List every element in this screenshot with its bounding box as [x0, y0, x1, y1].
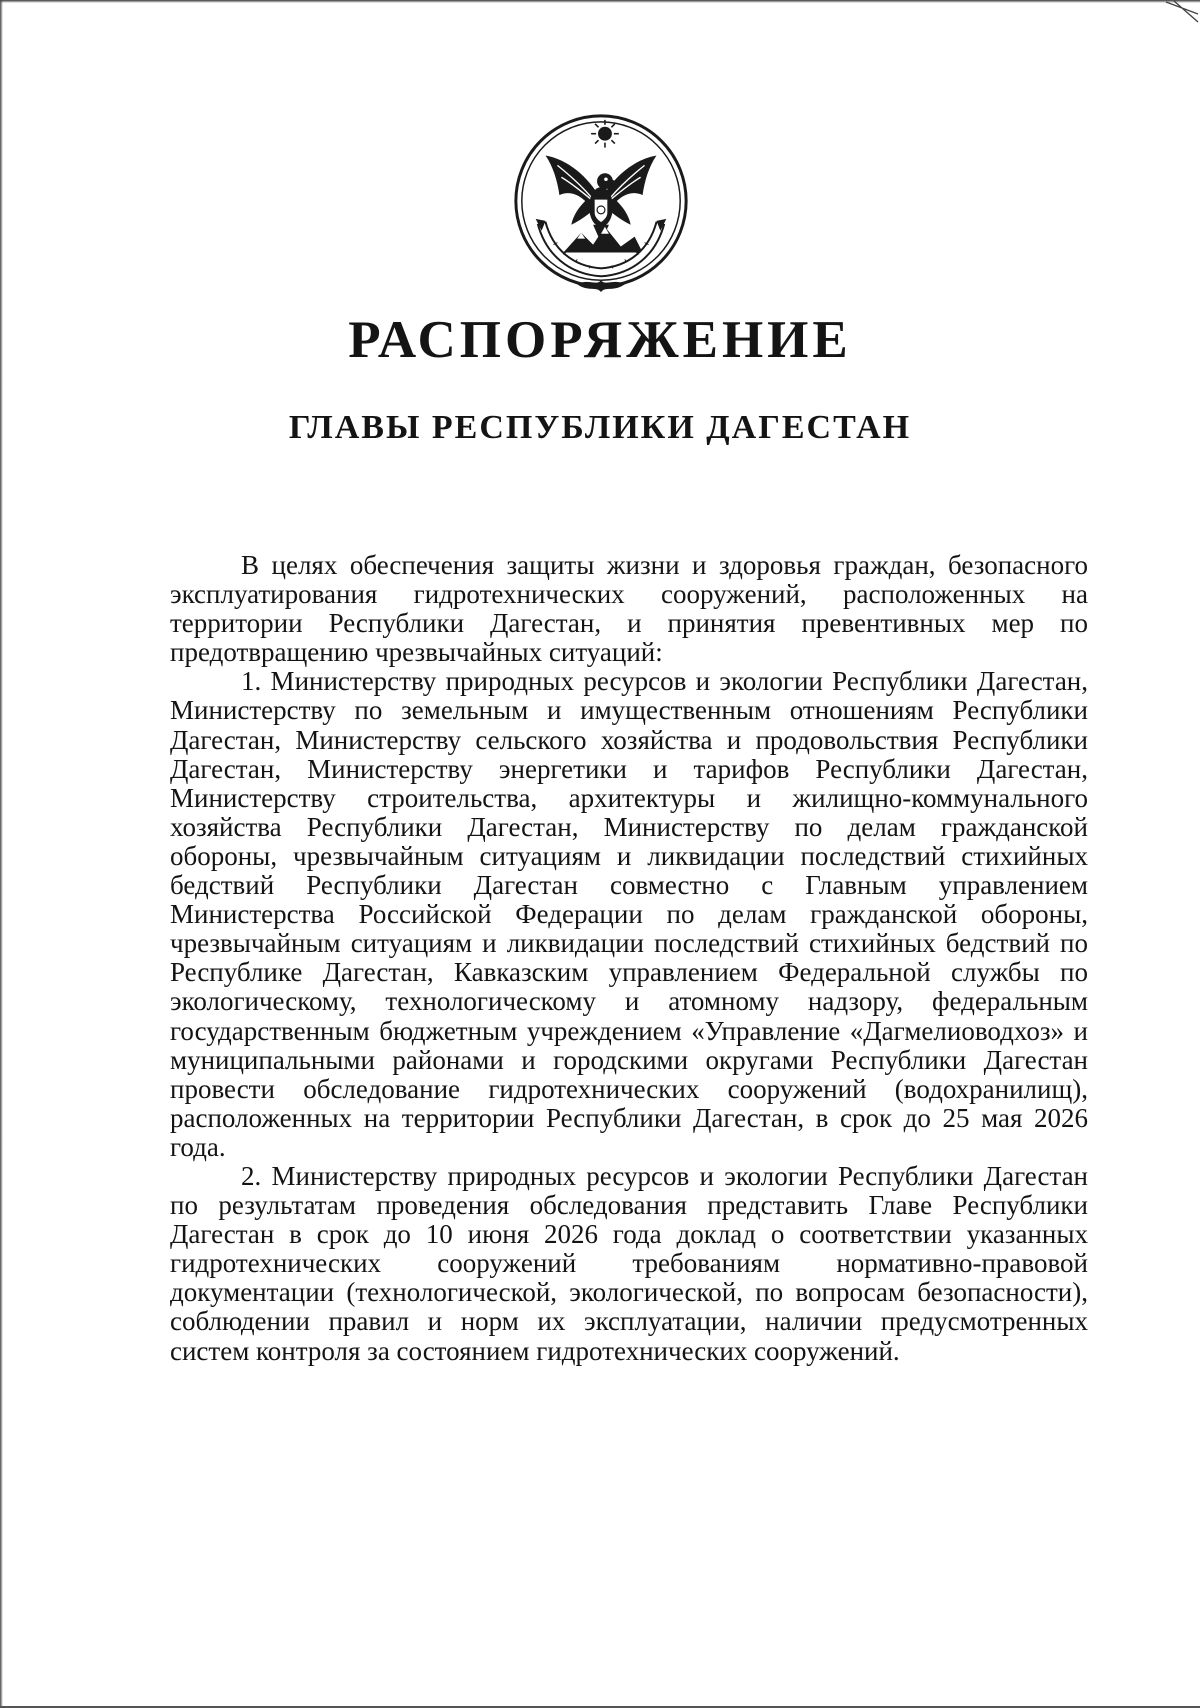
preamble-paragraph: В целях обеспечения защиты жизни и здоровья граждан, безопасного эксплуатирования гидротехнических сооружений, расположенных на территории Республики Дагестан, и принятия превентивных мер по предотвращению чрезвычайных ситуаций: — [170, 550, 1088, 668]
scan-edge-left — [0, 0, 3, 1708]
scan-edge-top — [0, 0, 1200, 3]
dagestan-coat-of-arms-icon — [502, 104, 700, 302]
document-subtitle: ГЛАВЫ РЕСПУБЛИКИ ДАГЕСТАН — [288, 409, 912, 446]
coat-of-arms — [502, 104, 700, 302]
scan-corner-mark — [1160, 0, 1200, 24]
document-body — [170, 551, 1088, 1366]
item-2-paragraph: 2. Министерству природных ресурсов и экологии Республики Дагестан по результатам проведения обследования представить Главе Республики Дагестан в срок до 10 июня 2026 года доклад о соответствии указанных гидротехнических сооружений требованиям нормативно-правовой документации (технологической, экологической, по вопросам безопасности), соблюдении правил и норм их эксплуатации, наличии предусмотренных систем контроля за состоянием гидротехнических сооружений. — [170, 1160, 1088, 1366]
document-title: РАСПОРЯЖЕНИЕ — [348, 311, 852, 369]
item-1-paragraph: 1. Министерству природных ресурсов и экологии Республики Дагестан, Министерству по земельным и имущественным отношениям Республики Дагестан, Министерству сельского хозяйства и продовольствия Республики Дагестан, Министерству энергетики и тарифов Республики Дагестан, Министерству строительства, архитектуры и жилищно-коммунального хозяйства Республики Дагестан, Министерству по делам гражданской обороны, чрезвычайным ситуациям и ликвидации последствий стихийных бедствий Республики Дагестан совместно с Главным управлением Министерства Российской Федерации по делам гражданской обороны, чрезвычайным ситуациям и ликвидации последствий стихийных бедствий по Республике Дагестан, Кавказским управлением Федеральной службы по экологическому, технологическому и атомному надзору, федеральным государственным бюджетным учреждением «Управление «Дагмелиоводхоз» и муниципальными районами и городскими округами Республики Дагестан провести обследование гидротехнических сооружений (водохранилищ), расположенных на территории Республики Дагестан, в срок до 25 мая 2026 года. — [170, 666, 1088, 1162]
